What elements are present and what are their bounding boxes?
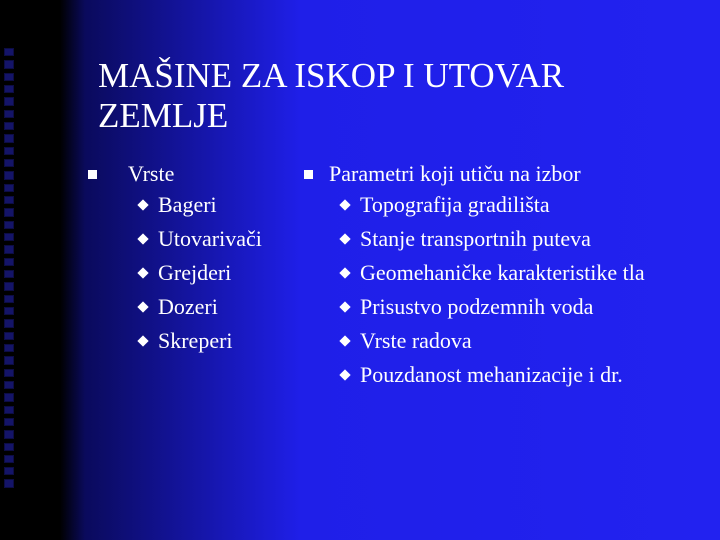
list-item-label: Grejderi — [158, 260, 232, 285]
diamond-bullet-icon — [137, 301, 148, 312]
list-item-label: Utovarivači — [158, 226, 262, 251]
diamond-bullet-icon — [339, 233, 350, 244]
diamond-bullet-icon — [137, 267, 148, 278]
list-item — [300, 256, 710, 290]
diamond-bullet-icon — [137, 233, 148, 244]
square-bullet-icon — [304, 170, 313, 179]
list-item — [85, 290, 305, 324]
list-item — [85, 222, 305, 256]
list-item — [300, 222, 710, 256]
list-item-label: Prisustvo podzemnih voda — [360, 294, 594, 319]
list-item-label: Pouzdanost mehanizacije i dr. — [360, 362, 623, 387]
list-item-label: Stanje transportnih puteva — [360, 226, 591, 251]
decorative-strip — [0, 0, 22, 540]
list-item — [85, 256, 305, 290]
right-heading-item — [300, 160, 710, 188]
list-item-label: Topografija gradilišta — [360, 192, 550, 217]
list-item — [300, 188, 710, 222]
right-heading: Parametri koji utiču na izbor — [329, 161, 581, 186]
square-bullet-icon — [88, 170, 97, 179]
left-list — [85, 188, 305, 358]
left-column — [85, 160, 305, 358]
list-item-label: Bageri — [158, 192, 217, 217]
slide-title: MAŠINE ZA ISKOP I UTOVAR ZEMLJE — [98, 56, 565, 135]
diamond-bullet-icon — [339, 369, 350, 380]
right-column — [300, 160, 710, 392]
list-item-label: Dozeri — [158, 294, 218, 319]
list-item — [85, 324, 305, 358]
diamond-bullet-icon — [137, 335, 148, 346]
diamond-bullet-icon — [339, 267, 350, 278]
decorative-squares — [4, 48, 18, 488]
right-list — [300, 188, 710, 392]
diamond-bullet-icon — [339, 335, 350, 346]
list-item — [300, 290, 710, 324]
left-heading-item — [85, 160, 305, 188]
diamond-bullet-icon — [339, 199, 350, 210]
list-item — [300, 324, 710, 358]
left-heading: Vrste — [128, 161, 175, 186]
list-item-label: Skreperi — [158, 328, 233, 353]
diamond-bullet-icon — [339, 301, 350, 312]
list-item — [300, 358, 710, 392]
list-item-label: Vrste radova — [360, 328, 472, 353]
list-item — [85, 188, 305, 222]
diamond-bullet-icon — [137, 199, 148, 210]
list-item-label: Geomehaničke karakteristike tla — [360, 260, 645, 285]
